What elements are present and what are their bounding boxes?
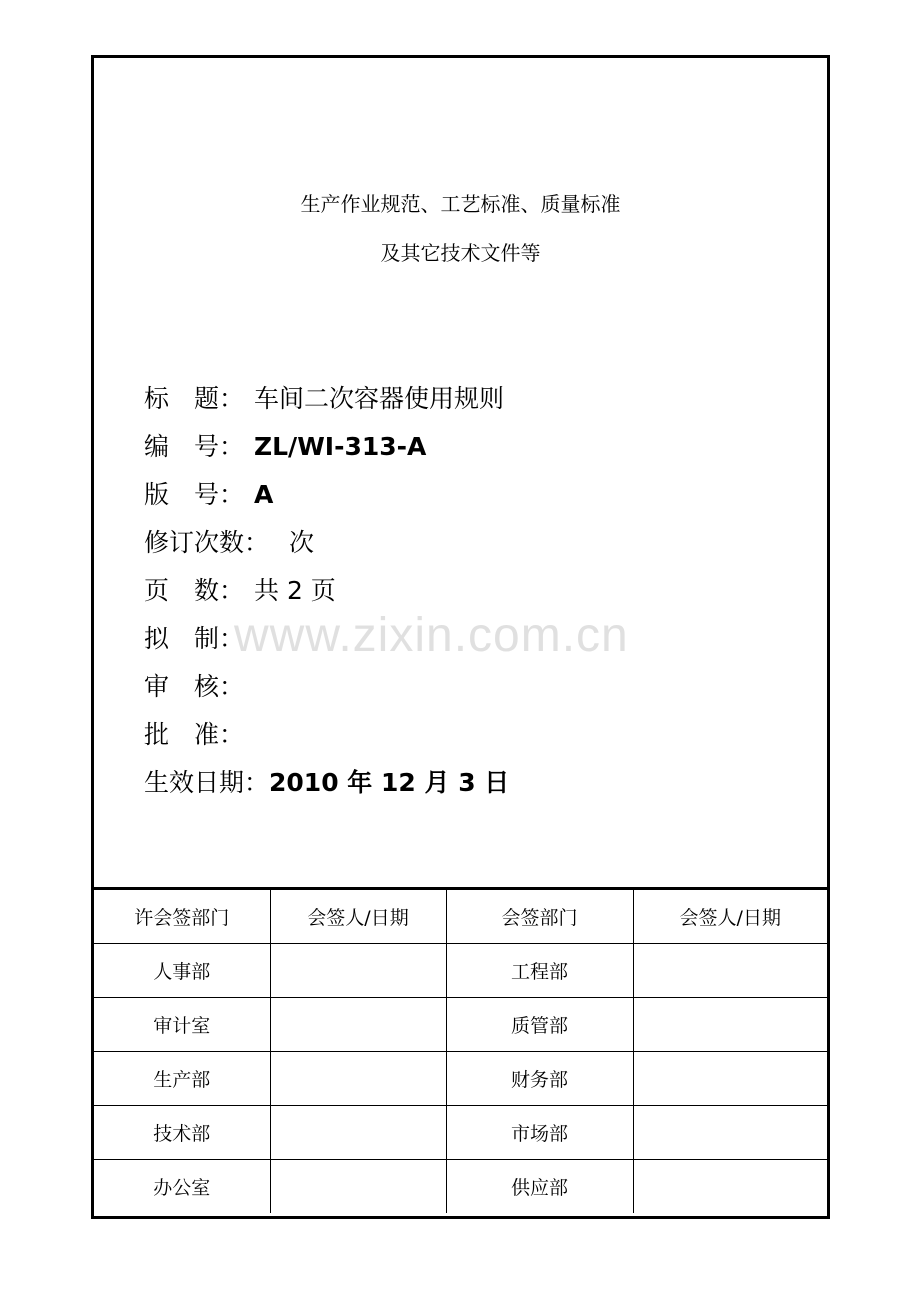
dept-cell: 供应部 [446, 1160, 633, 1214]
signature-cell[interactable] [633, 998, 827, 1052]
dept-cell: 办公室 [94, 1160, 270, 1214]
signature-cell[interactable] [270, 1052, 446, 1106]
field-revisions [144, 527, 314, 559]
table-row [94, 1160, 827, 1214]
signature-cell[interactable] [633, 1106, 827, 1160]
field-version-value: A [254, 480, 274, 509]
header-dept-2: 会签部门 [446, 889, 633, 944]
header-dept-1: 许会签部门 [94, 889, 270, 944]
table-row [94, 998, 827, 1052]
dept-cell: 工程部 [446, 944, 633, 998]
field-reviewed [144, 671, 254, 703]
dept-cell: 质管部 [446, 998, 633, 1052]
field-revisions-value: 次 [289, 528, 315, 557]
field-version [144, 479, 273, 511]
field-revisions-label: 修订次数： [144, 528, 270, 557]
signature-cell[interactable] [270, 944, 446, 998]
table-row [94, 944, 827, 998]
document-category-line-1: 生产作业规范、工艺标准、质量标准 [300, 192, 621, 216]
signature-cell[interactable] [270, 998, 446, 1052]
header-signer-2: 会签人/日期 [633, 889, 827, 944]
field-title [144, 383, 504, 415]
field-reviewed-label: 审 核： [144, 672, 245, 701]
dept-cell: 技术部 [94, 1106, 270, 1160]
dept-cell: 市场部 [446, 1106, 633, 1160]
signature-cell[interactable] [633, 1160, 827, 1214]
dept-cell: 财务部 [446, 1052, 633, 1106]
table-row [94, 1052, 827, 1106]
signature-cell[interactable] [633, 1052, 827, 1106]
field-pages [144, 575, 336, 607]
dept-cell: 人事部 [94, 944, 270, 998]
field-drafted-label: 拟 制： [144, 624, 245, 653]
field-approved-label: 批 准： [144, 720, 245, 749]
field-effective-date-value: 2010 年 12 月 3 日 [269, 768, 510, 797]
signature-cell[interactable] [270, 1160, 446, 1214]
field-code-value: ZL/WI-313-A [254, 432, 427, 461]
field-pages-label: 页 数： [144, 576, 245, 605]
signoff-table [94, 887, 827, 1213]
field-code-label: 编 号： [144, 432, 245, 461]
field-effective-date-label: 生效日期： [144, 768, 270, 797]
field-version-label: 版 号： [144, 480, 245, 509]
field-approved [144, 719, 254, 751]
signature-cell[interactable] [270, 1106, 446, 1160]
field-title-label: 标 题： [144, 384, 245, 413]
watermark: www.zixin.com.cn [234, 609, 629, 662]
document-category-line-2: 及其它技术文件等 [380, 241, 541, 265]
signature-cell[interactable] [633, 944, 827, 998]
field-code [144, 431, 426, 463]
dept-cell: 审计室 [94, 998, 270, 1052]
signoff-table-header-row [94, 889, 827, 944]
header-signer-1: 会签人/日期 [270, 889, 446, 944]
dept-cell: 生产部 [94, 1052, 270, 1106]
field-effective-date [144, 767, 509, 799]
document-frame [91, 55, 830, 1219]
field-title-value: 车间二次容器使用规则 [254, 384, 505, 413]
table-row [94, 1106, 827, 1160]
field-pages-value: 共 2 页 [254, 576, 336, 605]
